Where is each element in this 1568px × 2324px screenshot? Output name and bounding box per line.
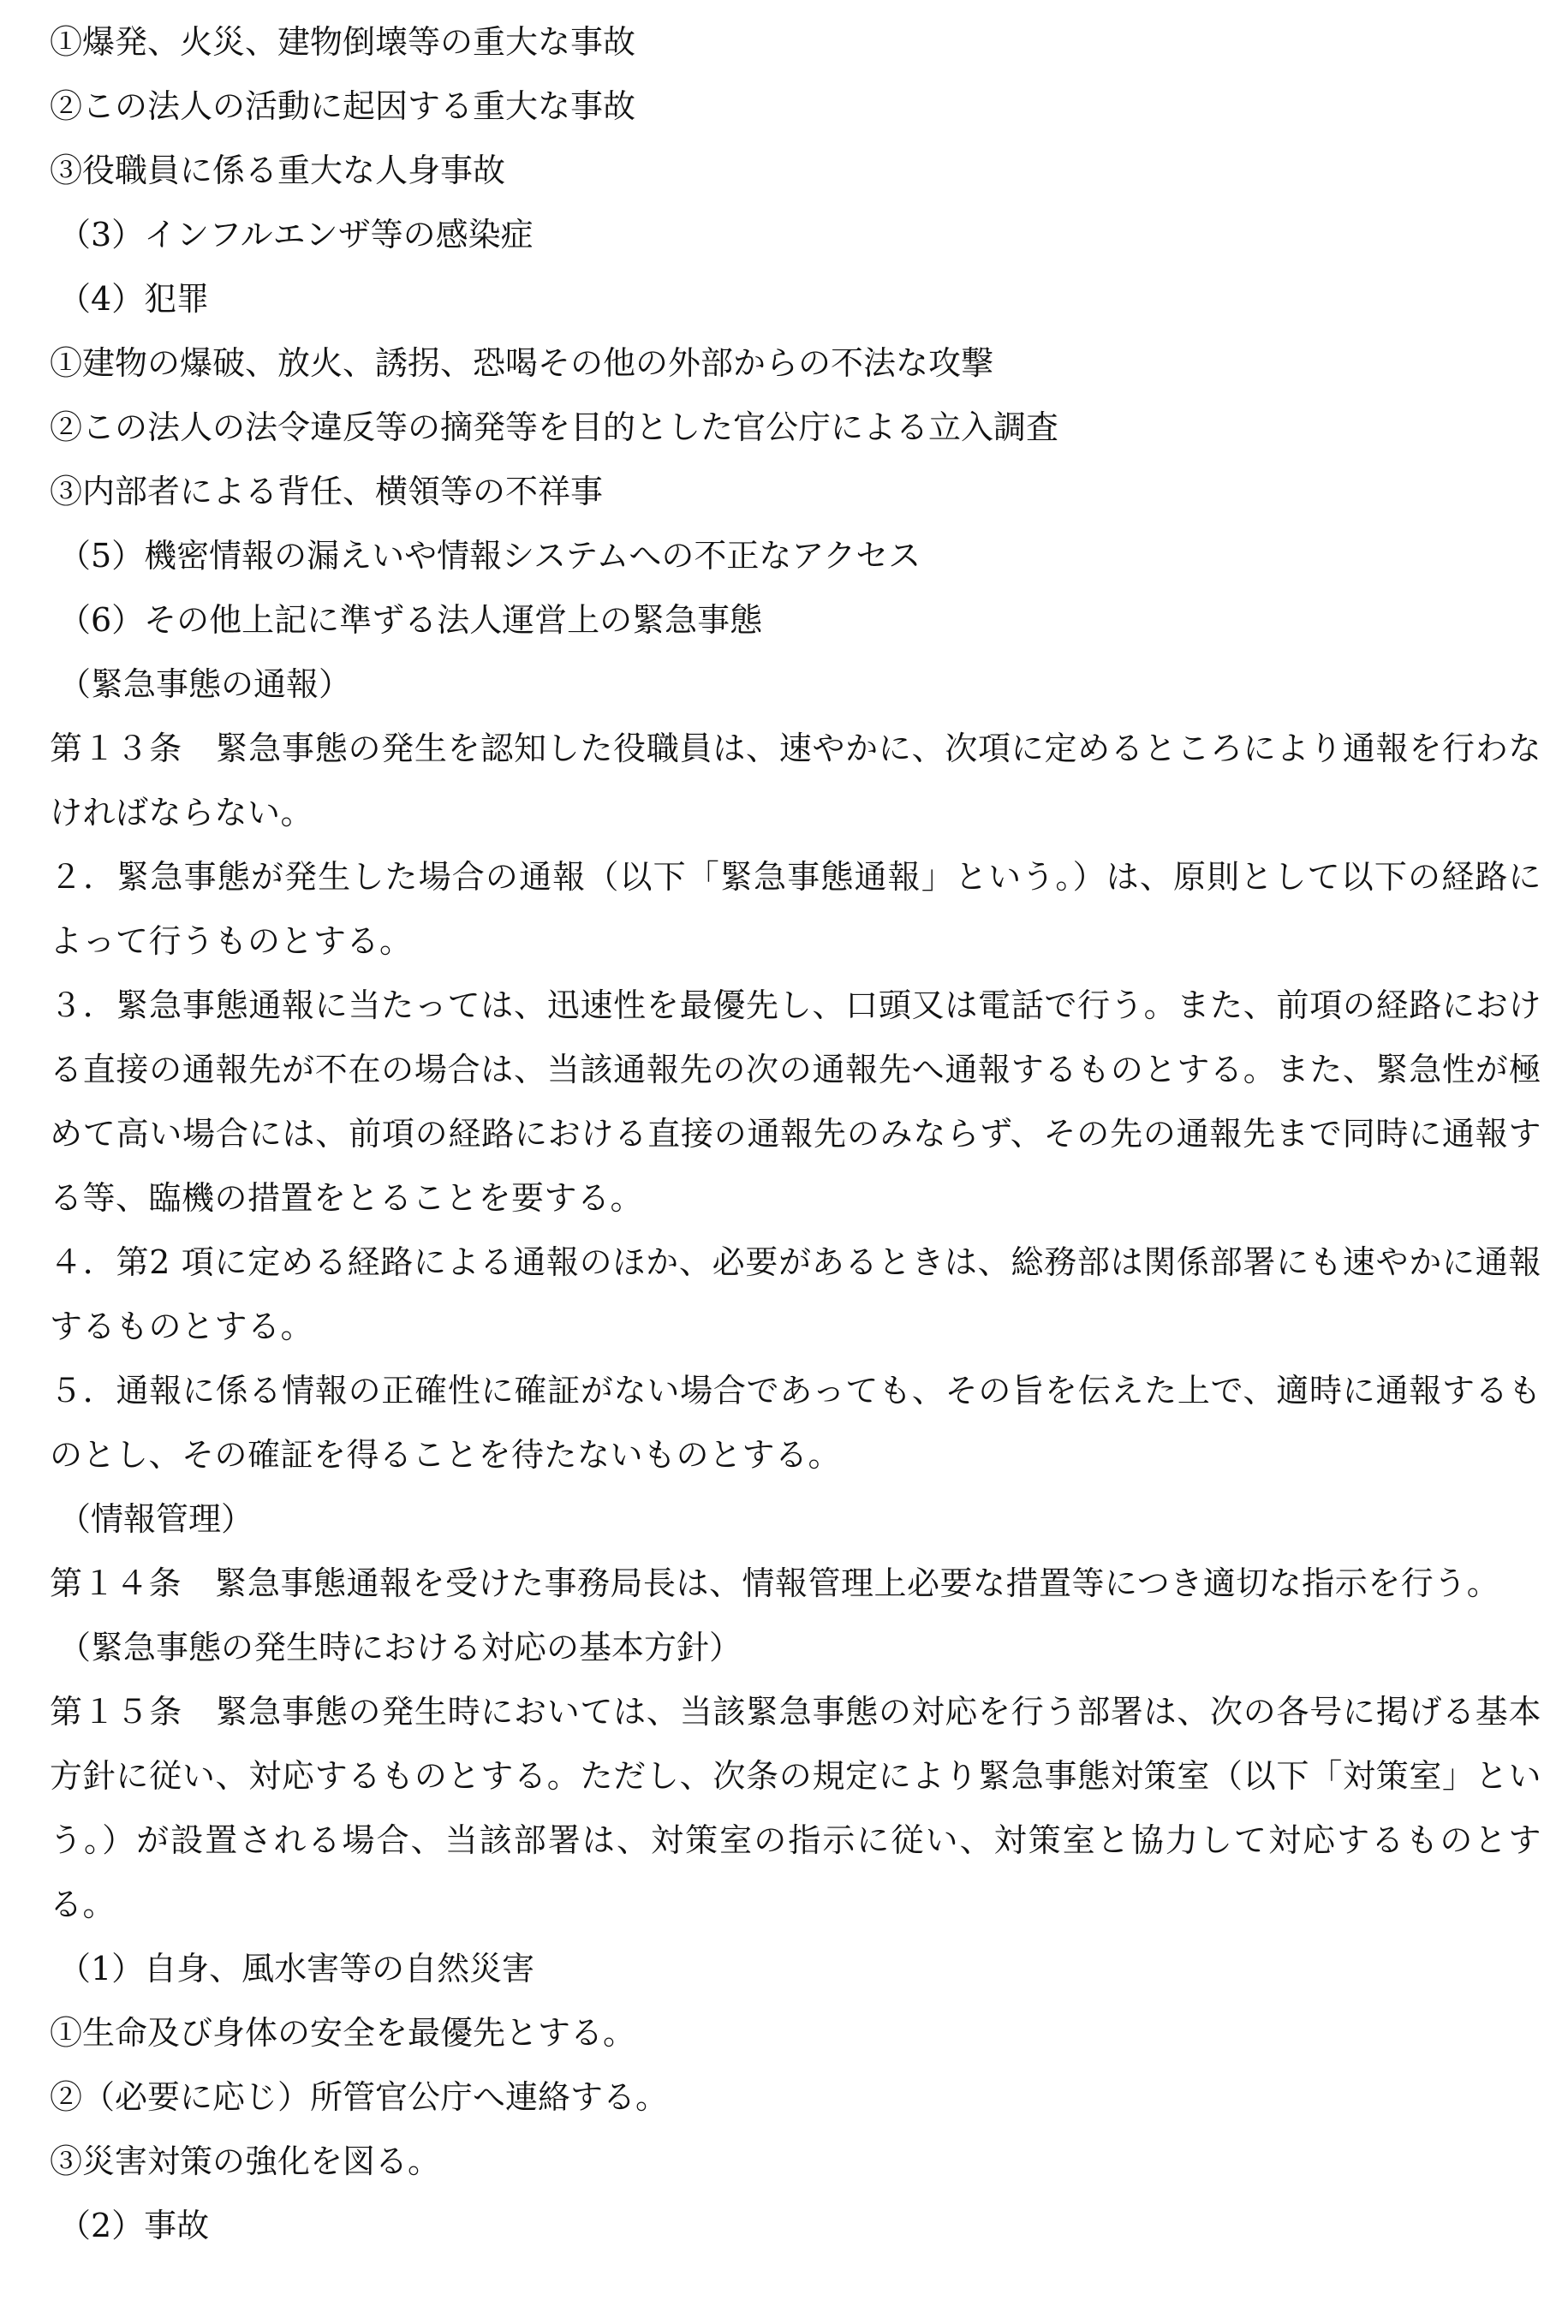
document-page [50, 10, 1541, 2258]
article-13-paragraph-2: ２．緊急事態が発生した場合の通報（以下「緊急事態通報」という。）は、原則として以下の経路によって行うものとする。 [50, 858, 1541, 960]
section-heading: （情報管理） [58, 1500, 254, 1538]
list-item: ②（必要に応じ）所管官公庁へ連絡する。 [50, 2078, 669, 2116]
article-13-paragraph-5: ５．通報に係る情報の正確性に確証がない場合であっても、その旨を伝えた上で、適時に通報するものとし、その確証を得ることを待たないものとする。 [50, 1372, 1541, 1474]
list-item: ③内部者による背任、横領等の不祥事 [50, 473, 604, 510]
article-15-paragraph: 第１５条 緊急事態の発生時においては、当該緊急事態の対応を行う部署は、次の各号に掲げる基本方針に従い、対応するものとする。ただし、次条の規定により緊急事態対策室（以下「対策室」という。）が設置される場合、当該部署は、対策室の指示に従い、対策室と協力して対応するものとする。 [50, 1693, 1541, 1923]
list-item: ③災害対策の強化を図る。 [50, 2142, 441, 2180]
list-item: ①生命及び身体の安全を最優先とする。 [50, 2014, 636, 2052]
list-item: （1）自身、風水害等の自然災害 [58, 1950, 535, 1987]
article-13-paragraph-3: ３．緊急事態通報に当たっては、迅速性を最優先し、口頭又は電話で行う。また、前項の経路における直接の通報先が不在の場合は、当該通報先の次の通報先へ通報するものとする。また、緊急性が極めて高い場合には、前項の経路における直接の通報先のみならず、その先の通報先まで同時に通報する等、臨機の措置をとることを要する。 [50, 986, 1541, 1217]
list-item: ②この法人の法令違反等の摘発等を目的とした官公庁による立入調査 [50, 408, 1059, 446]
section-heading: （緊急事態の発生時における対応の基本方針） [58, 1629, 742, 1666]
list-item: ②この法人の活動に起因する重大な事故 [50, 87, 636, 125]
list-item: ①建物の爆破、放火、誘拐、恐喝その他の外部からの不法な攻撃 [50, 344, 994, 382]
article-13-paragraph-4: ４．第2 項に定める経路による通報のほか、必要があるときは、総務部は関係部署にも速やかに通報するものとする。 [50, 1243, 1541, 1345]
list-item: （4）犯罪 [58, 280, 210, 318]
article-14-paragraph: 第１４条 緊急事態通報を受けた事務局長は、情報管理上必要な措置等につき適切な指示を行う。 [50, 1564, 1500, 1602]
list-item: （2）事故 [58, 2207, 210, 2244]
list-item: （3）インフルエンザ等の感染症 [58, 216, 534, 253]
list-item: ③役職員に係る重大な人身事故 [50, 152, 506, 189]
list-item: ①爆発、火災、建物倒壊等の重大な事故 [50, 23, 636, 61]
article-13-paragraph-1: 第１３条 緊急事態の発生を認知した役職員は、速やかに、次項に定めるところにより通報を行わなければならない。 [50, 730, 1541, 831]
list-item: （6）その他上記に準ずる法人運営上の緊急事態 [58, 601, 763, 639]
section-heading: （緊急事態の通報） [58, 665, 352, 703]
list-item: （5）機密情報の漏えいや情報システムへの不正なアクセス [58, 537, 921, 575]
